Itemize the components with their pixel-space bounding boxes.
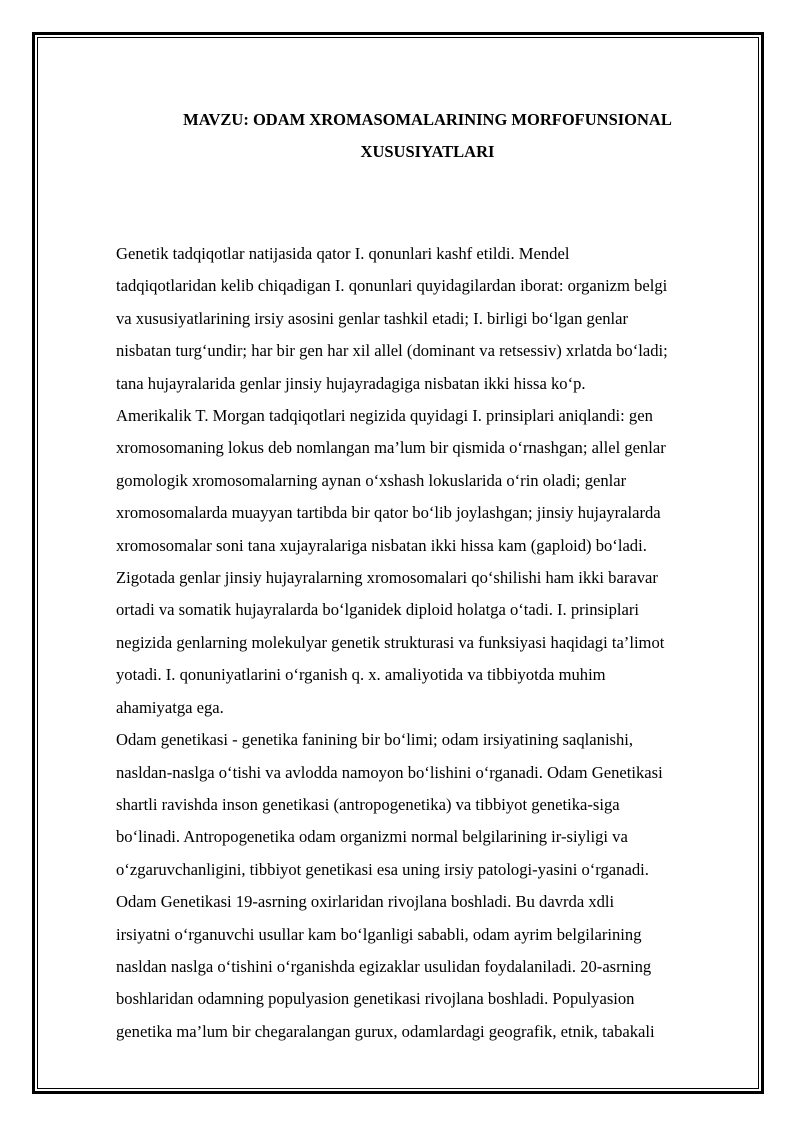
- text-line: irsiyatni o‘rganuvchi usullar kam bo‘lganligi sababli, odam ayrim belgilarining: [116, 924, 642, 944]
- text-line: Zigotada genlar jinsiy hujayralarning xromosomalari qo‘shilishi ham ikki baravar: [116, 568, 658, 588]
- text-line: ahamiyatga ega.: [116, 697, 224, 717]
- text-line: Odam genetikasi - genetika fanining bir bo‘limi; odam irsiyatining saqlanishi,: [116, 730, 634, 750]
- text-line: bo‘linadi. Antropogenetika odam organizmi normal belgilarining ir-siyligi va: [116, 827, 628, 847]
- text-line: Genetik tadqiqotlar natijasida qator I. qonunlari kashf etildi. Mendel: [116, 244, 570, 263]
- text-line: o‘zgaruvchanligini, tibbiyot genetikasi esa uning irsiy patologi-yasini o‘rganadi.: [116, 859, 649, 879]
- paragraph-odam-genetikasi: [116, 724, 756, 1048]
- text-line: gomologik xromosomalarning aynan o‘xshash lokuslarida o‘rin oladi; genlar: [116, 470, 627, 490]
- document-title: [115, 104, 740, 168]
- text-line: xromosomaning lokus deb nomlangan ma’lum bir qismida o‘rnashgan; allel genlar: [116, 438, 666, 458]
- text-line: shartli ravishda inson genetikasi (antropogenetika) va tibbiyot genetika-siga: [116, 794, 620, 814]
- text-line: negizida genlarning molekulyar genetik strukturasi va funksiyasi haqidagi ta’limot: [116, 632, 665, 652]
- text-line: yotadi. I. qonuniyatlarini o‘rganish q. x. amaliyotida va tibbiyotda muhim: [116, 665, 606, 685]
- text-line: tana hujayralarida genlar jinsiy hujayradagiga nisbatan ikki hissa ko‘p.: [116, 373, 586, 393]
- document-body: [116, 238, 756, 1048]
- paragraph-mendel: [116, 238, 756, 400]
- paragraph-morgan: [116, 400, 756, 724]
- text-line: Amerikalik T. Morgan tadqiqotlari negizida quyidagi I. prinsiplari aniqlandi: gen: [116, 406, 653, 426]
- text-line: va xususiyatlarining irsiy asosini genlar tashkil etadi; I. birligi bo‘lgan genlar: [116, 308, 628, 328]
- text-line: ortadi va somatik hujayralarda bo‘lganidek diploid holatga o‘tadi. I. prinsiplari: [116, 600, 640, 620]
- text-line: nisbatan turg‘undir; har bir gen har xil allel (dominant va retsessiv) xrlatda bo‘ladi;: [116, 341, 668, 361]
- text-line: xromosomalarda muayyan tartibda bir qator bo‘lib joylashgan; jinsiy hujayralarda: [116, 503, 661, 523]
- text-line: tadqiqotlaridan kelib chiqadigan I. qonunlari quyidagilardan iborat: organizm belgi: [116, 276, 668, 296]
- title-line: MAVZU: ODAM XROMASOMALARINING MORFOFUNSIONAL: [183, 110, 672, 129]
- text-line: genetika ma’lum bir chegaralangan gurux, odamlardagi geografik, etnik, tabakali: [116, 1021, 655, 1041]
- text-line: xromosomalar soni tana xujayralariga nisbatan ikki hissa kam (gaploid) bo‘ladi.: [116, 535, 647, 555]
- text-line: Odam Genetikasi 19-asrning oxirlaridan rivojlana boshladi. Bu davrda xdli: [116, 892, 615, 912]
- title-line: XUSUSIYATLARI: [360, 142, 495, 161]
- text-line: nasldan-naslga o‘tishi va avlodda namoyon bo‘lishini o‘rganadi. Odam Genetikasi: [116, 762, 663, 782]
- text-line: nasldan naslga o‘tishini o‘rganishda egizaklar usulidan foydalaniladi. 20-asrning: [116, 956, 652, 976]
- text-line: boshlaridan odamning populyasion genetikasi rivojlana boshladi. Populyasion: [116, 989, 635, 1009]
